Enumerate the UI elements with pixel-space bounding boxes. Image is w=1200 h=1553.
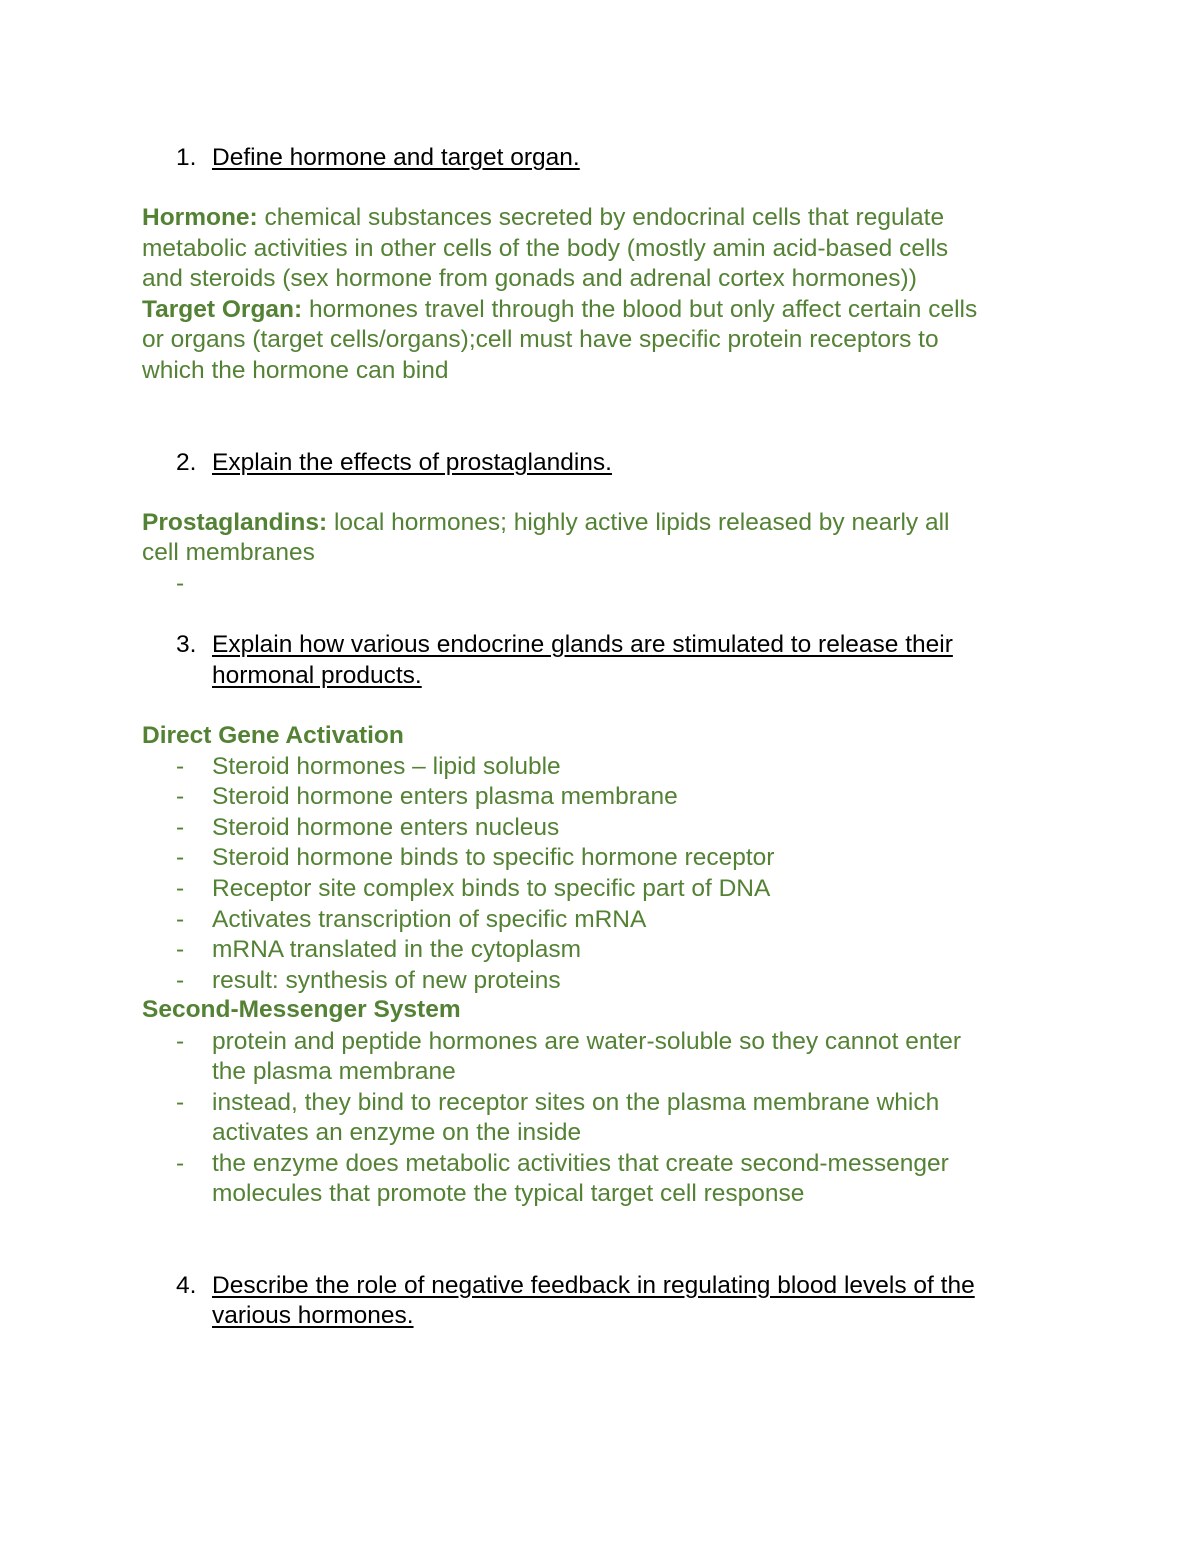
bullet-dash: - bbox=[176, 753, 185, 780]
question-2-text: Explain the effects of prostaglandins. bbox=[212, 449, 612, 476]
direct-item-1: Steroid hormones – lipid soluble bbox=[212, 753, 561, 780]
hormone-definition-line-1 bbox=[142, 203, 944, 233]
bullet-dash: - bbox=[176, 1089, 185, 1116]
second-item-1-line-1: protein and peptide hormones are water-soluble so they cannot enter bbox=[212, 1028, 962, 1055]
hormone-label: Hormone: bbox=[142, 204, 258, 231]
bullet-dash: - bbox=[176, 936, 185, 963]
target-organ-line-2: or organs (target cells/organs);cell must have specific protein receptors to bbox=[142, 326, 939, 353]
target-organ-line-1 bbox=[142, 295, 977, 325]
question-4-text-line-1: Describe the role of negative feedback in regulating blood levels of the bbox=[212, 1272, 975, 1299]
bullet-dash: - bbox=[176, 967, 185, 994]
direct-item-3: Steroid hormone enters nucleus bbox=[212, 814, 560, 841]
target-organ-text-1: hormones travel through the blood but only affect certain cells bbox=[302, 296, 978, 323]
question-4-text-line-2: various hormones. bbox=[212, 1302, 414, 1329]
prostaglandins-label: Prostaglandins: bbox=[142, 509, 328, 536]
direct-item-8: result: synthesis of new proteins bbox=[212, 967, 561, 994]
bullet-dash: - bbox=[176, 875, 185, 902]
direct-item-2: Steroid hormone enters plasma membrane bbox=[212, 783, 678, 810]
bullet-dash: - bbox=[176, 906, 185, 933]
bullet-dash: - bbox=[176, 814, 185, 841]
bullet-dash: - bbox=[176, 783, 185, 810]
second-item-3-line-1: the enzyme does metabolic activities that create second-messenger bbox=[212, 1150, 949, 1177]
question-1-number: 1. bbox=[176, 144, 197, 171]
second-item-1-line-2: the plasma membrane bbox=[212, 1058, 456, 1085]
direct-item-5: Receptor site complex binds to specific part of DNA bbox=[212, 875, 771, 902]
question-1-text: Define hormone and target organ. bbox=[212, 144, 580, 171]
second-item-2-line-1: instead, they bind to receptor sites on the plasma membrane which bbox=[212, 1089, 940, 1116]
second-item-3-line-2: molecules that promote the typical target cell response bbox=[212, 1180, 805, 1207]
question-3-text-line-1: Explain how various endocrine glands are stimulated to release their bbox=[212, 631, 953, 658]
prostaglandins-line-1 bbox=[142, 508, 950, 538]
direct-item-4: Steroid hormone binds to specific hormone receptor bbox=[212, 844, 775, 871]
bullet-dash: - bbox=[176, 844, 185, 871]
question-3-text-line-2: hormonal products. bbox=[212, 662, 422, 689]
prostaglandins-text-1: local hormones; highly active lipids released by nearly all bbox=[327, 509, 950, 536]
hormone-definition-line-3: and steroids (sex hormone from gonads and adrenal cortex hormones)) bbox=[142, 265, 917, 292]
second-messenger-heading: Second-Messenger System bbox=[142, 996, 461, 1023]
bullet-dash: - bbox=[176, 1150, 185, 1177]
prostaglandins-line-2: cell membranes bbox=[142, 539, 315, 566]
question-2-number: 2. bbox=[176, 449, 197, 476]
direct-item-7: mRNA translated in the cytoplasm bbox=[212, 936, 582, 963]
target-organ-line-3: which the hormone can bind bbox=[142, 357, 449, 384]
empty-bullet-dash: - bbox=[176, 570, 185, 597]
direct-item-6: Activates transcription of specific mRNA bbox=[212, 906, 647, 933]
direct-gene-activation-heading: Direct Gene Activation bbox=[142, 722, 404, 749]
target-organ-label: Target Organ: bbox=[142, 296, 303, 323]
question-4-number: 4. bbox=[176, 1272, 197, 1299]
second-item-2-line-2: activates an enzyme on the inside bbox=[212, 1119, 582, 1146]
hormone-text-1: chemical substances secreted by endocrinal cells that regulate bbox=[257, 204, 945, 231]
question-3-number: 3. bbox=[176, 631, 197, 658]
bullet-dash: - bbox=[176, 1028, 185, 1055]
hormone-definition-line-2: metabolic activities in other cells of the body (mostly amin acid-based cells bbox=[142, 235, 949, 262]
